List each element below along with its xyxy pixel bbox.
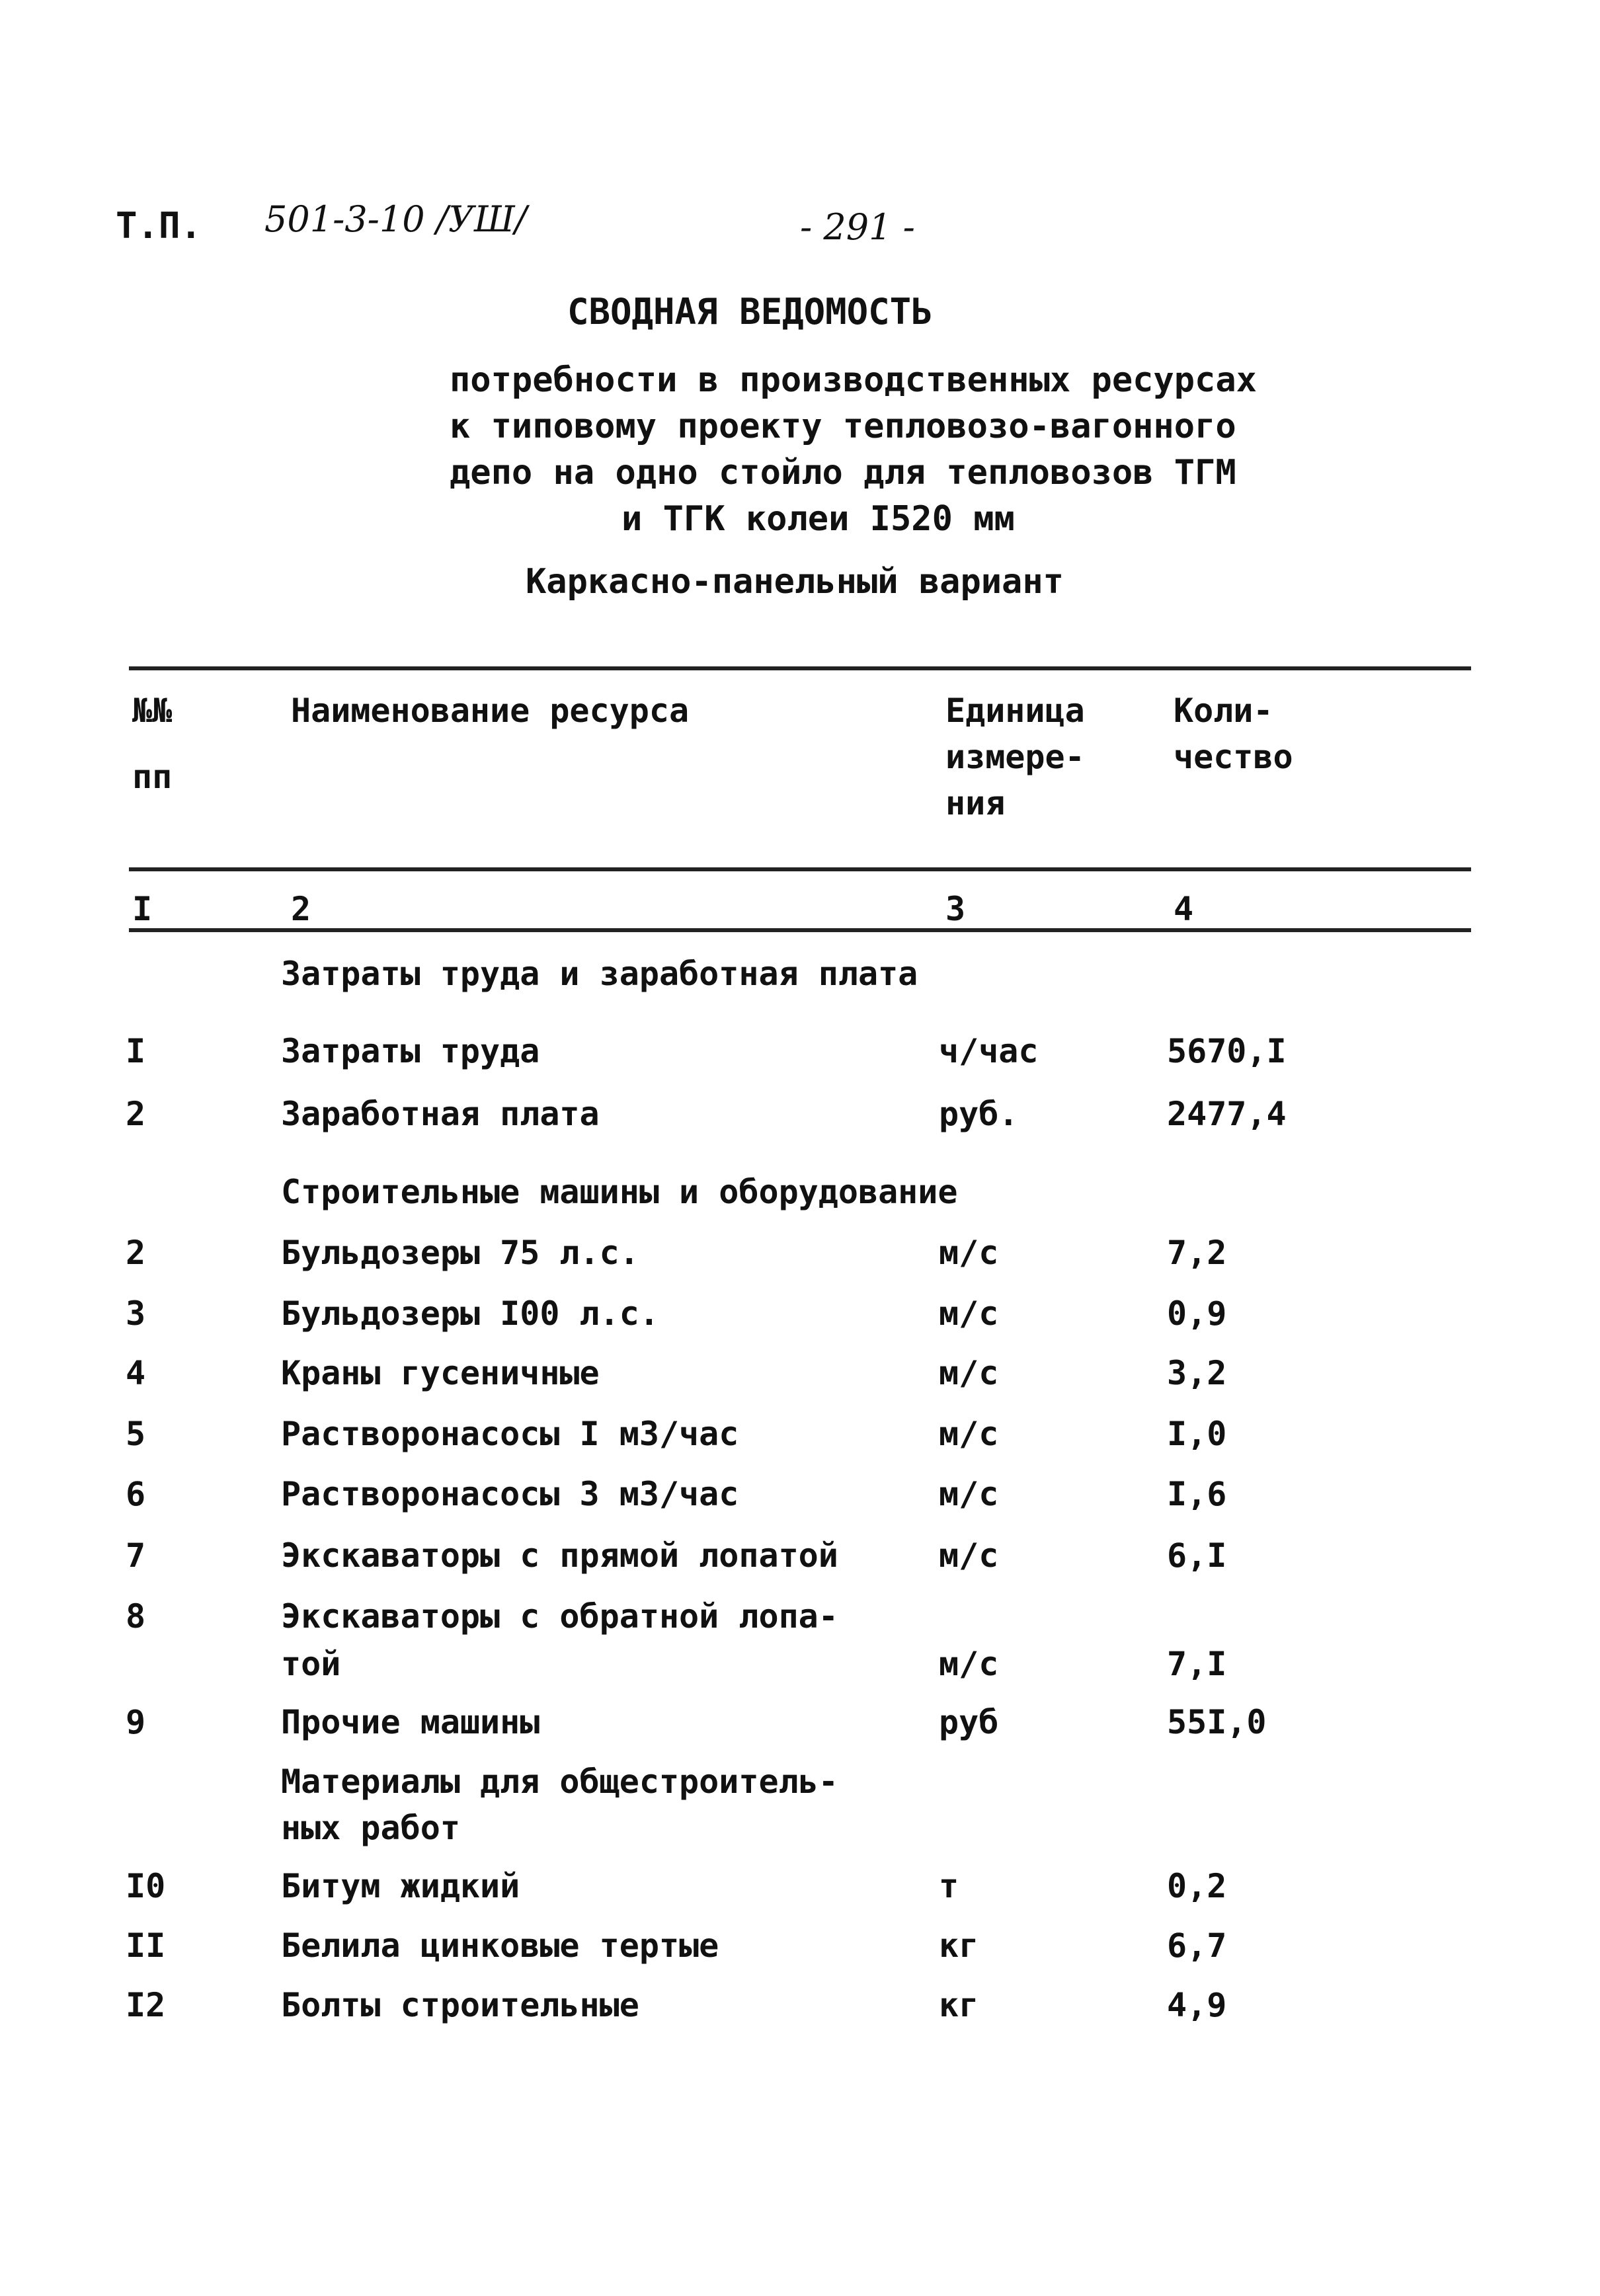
quantity-value: 2477,4 xyxy=(1167,1095,1287,1133)
column-number-3: 3 xyxy=(945,890,966,928)
quantity-value: 7,2 xyxy=(1167,1234,1227,1272)
resource-name: Болты строительные xyxy=(281,1986,639,2024)
unit-of-measure: м/с xyxy=(939,1234,999,1272)
unit-of-measure: м/с xyxy=(939,1645,999,1683)
quantity-value: 5670,I xyxy=(1167,1032,1287,1070)
unit-of-measure: м/с xyxy=(939,1294,999,1333)
row-number: 9 xyxy=(126,1703,146,1741)
header-qty-line1: Коли- xyxy=(1174,692,1273,730)
row-number: I2 xyxy=(126,1986,166,2024)
quantity-value: 3,2 xyxy=(1167,1354,1227,1392)
column-number-1: I xyxy=(132,890,153,928)
quantity-value: 55I,0 xyxy=(1167,1703,1267,1741)
section-title: Затраты труда и заработная плата xyxy=(281,955,918,993)
header-unit-line3: ния xyxy=(945,784,1006,822)
title-line: к типовому проекту тепловозо-вагонного xyxy=(450,407,1236,446)
row-number: 6 xyxy=(126,1475,146,1513)
title-line: потребности в производственных ресурсах xyxy=(450,360,1257,400)
unit-of-measure: м/с xyxy=(939,1536,999,1575)
row-number: 3 xyxy=(126,1294,146,1333)
header-unit-line2: измере- xyxy=(945,738,1085,776)
resource-name: Растворонасосы I м3/час xyxy=(281,1415,739,1453)
title-line: и ТГК колеи I520 мм xyxy=(621,499,1015,539)
resource-name: Бульдозеры 75 л.с. xyxy=(281,1234,639,1272)
title-line: депо на одно стойло для тепловозов ТГМ xyxy=(450,453,1236,493)
row-number: 2 xyxy=(126,1095,146,1133)
quantity-value: I,0 xyxy=(1167,1415,1227,1453)
row-number: I0 xyxy=(126,1867,166,1905)
table-top-rule xyxy=(129,666,1471,670)
section-title: Строительные машины и оборудование xyxy=(281,1173,958,1211)
unit-of-measure: кг xyxy=(939,1986,979,2024)
resource-name: Экскаваторы с прямой лопатой xyxy=(281,1536,838,1575)
resource-name: Прочие машины xyxy=(281,1703,540,1741)
unit-of-measure: ч/час xyxy=(939,1032,1039,1070)
doc-title: СВОДНАЯ ВЕДОМОСТЬ xyxy=(567,291,933,333)
row-number: 7 xyxy=(126,1536,146,1575)
unit-of-measure: м/с xyxy=(939,1415,999,1453)
quantity-value: 7,I xyxy=(1167,1645,1227,1683)
unit-of-measure: м/с xyxy=(939,1475,999,1513)
variant-label: Каркасно-панельный вариант xyxy=(526,562,1064,602)
resource-name: Растворонасосы 3 м3/час xyxy=(281,1475,739,1513)
unit-of-measure: руб xyxy=(939,1703,999,1741)
resource-name: Экскаваторы с обратной лопа- xyxy=(281,1597,838,1636)
column-number-4: 4 xyxy=(1174,890,1194,928)
row-number: 4 xyxy=(126,1354,146,1392)
row-number: I xyxy=(126,1032,146,1070)
page-number: - 291 - xyxy=(800,206,915,248)
resource-name: Белила цинковые тертые xyxy=(281,1926,719,1965)
unit-of-measure: кг xyxy=(939,1926,979,1965)
row-number: 2 xyxy=(126,1234,146,1272)
quantity-value: 6,I xyxy=(1167,1536,1227,1575)
doc-prefix: Т.П. xyxy=(116,205,202,247)
section-title: Материалы для общестроитель- xyxy=(281,1762,838,1801)
header-bottom-rule xyxy=(129,867,1471,871)
header-name: Наименование ресурса xyxy=(291,692,690,730)
section-title: ных работ xyxy=(281,1809,460,1847)
header-unit-line1: Единица xyxy=(945,692,1085,730)
row-number: 8 xyxy=(126,1597,146,1636)
quantity-value: 0,2 xyxy=(1167,1867,1227,1905)
resource-name: Битум жидкий xyxy=(281,1867,520,1905)
quantity-value: I,6 xyxy=(1167,1475,1227,1513)
resource-name: Затраты труда xyxy=(281,1032,540,1070)
resource-name: Бульдозеры I00 л.с. xyxy=(281,1294,659,1333)
unit-of-measure: т xyxy=(939,1867,959,1905)
row-number: II xyxy=(126,1926,166,1965)
unit-of-measure: м/с xyxy=(939,1354,999,1392)
quantity-value: 0,9 xyxy=(1167,1294,1227,1333)
resource-name: Заработная плата xyxy=(281,1095,600,1133)
project-code: 501-3-10 /УШ/ xyxy=(264,198,527,240)
resource-name: той xyxy=(281,1645,341,1683)
unit-of-measure: руб. xyxy=(939,1095,1019,1133)
column-numbers-rule xyxy=(129,928,1471,932)
row-number: 5 xyxy=(126,1415,146,1453)
header-qty-line2: чество xyxy=(1174,738,1293,776)
header-num-line1: №№ xyxy=(132,692,173,730)
header-num-line2: пп xyxy=(132,758,173,796)
resource-name: Краны гусеничные xyxy=(281,1354,600,1392)
quantity-value: 4,9 xyxy=(1167,1986,1227,2024)
quantity-value: 6,7 xyxy=(1167,1926,1227,1965)
column-number-2: 2 xyxy=(291,890,311,928)
